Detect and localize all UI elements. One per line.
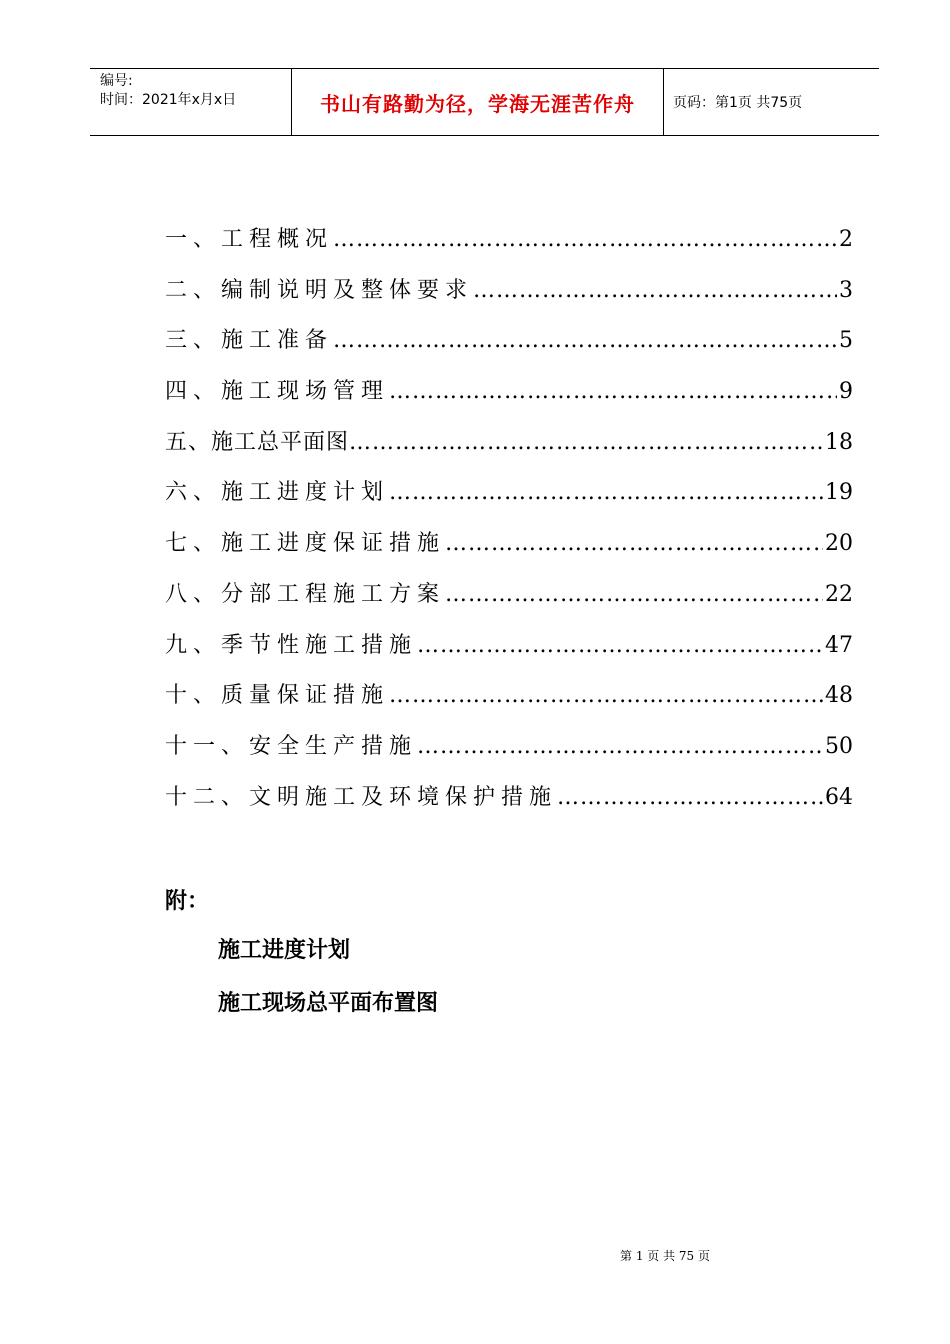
appendix-item: 施工现场总平面布置图 xyxy=(218,991,439,1016)
toc-entry[interactable] xyxy=(165,526,853,577)
toc-entry-title: 十、质量保证措施 xyxy=(165,683,390,709)
toc-entry-title: 二、编制说明及整体要求 xyxy=(165,277,474,303)
toc-entry-title: 五、施工总平面图 xyxy=(165,429,350,455)
toc-entry-title: 三、施工准备 xyxy=(165,328,334,354)
toc-entry-page: 64 xyxy=(825,784,853,810)
toc-entry-title: 四、施工现场管理 xyxy=(165,379,390,405)
toc-entry[interactable] xyxy=(165,323,853,374)
toc-entry-title: 十二、文明施工及环境保护措施 xyxy=(165,784,558,810)
toc-entry-page: 5 xyxy=(839,328,853,354)
toc-entry-page: 20 xyxy=(825,531,853,557)
toc-leader-dots xyxy=(445,582,823,607)
toc-entry-page: 9 xyxy=(839,379,853,405)
toc-entry-page: 47 xyxy=(825,632,853,658)
toc-entry-title: 六、施工进度计划 xyxy=(165,480,390,506)
header-meta xyxy=(90,69,291,135)
toc-entry[interactable] xyxy=(165,475,853,526)
page-footer: 第 1 页 共 75 页 xyxy=(620,1249,710,1263)
toc-entry-title: 八、分部工程施工方案 xyxy=(165,581,446,607)
toc-leader-dots xyxy=(417,633,823,658)
toc-entry-page: 19 xyxy=(825,480,853,506)
toc-entry-page: 2 xyxy=(839,227,853,252)
toc-entry[interactable] xyxy=(165,425,853,476)
toc-leader-dots xyxy=(389,480,823,505)
toc-leader-dots xyxy=(333,328,837,353)
toc-entry[interactable] xyxy=(165,222,853,273)
header-motto: 书山有路勤为径，学海无涯苦作舟 xyxy=(291,69,664,135)
toc-entry-title: 九、季节性施工措施 xyxy=(165,632,418,658)
toc-entry[interactable] xyxy=(165,729,853,780)
toc-leader-dots xyxy=(349,430,823,455)
time-label: 时间：2021年x月x日 xyxy=(100,92,237,108)
toc-leader-dots xyxy=(389,683,823,708)
toc-entry-page: 3 xyxy=(839,277,853,303)
toc-entry[interactable] xyxy=(165,628,853,679)
toc-entry-page: 48 xyxy=(825,683,853,709)
code-label: 编号: xyxy=(100,73,133,89)
table-of-contents xyxy=(165,222,853,830)
toc-entry[interactable] xyxy=(165,374,853,425)
toc-entry-title: 十一、安全生产措施 xyxy=(165,733,418,759)
toc-leader-dots xyxy=(473,278,837,303)
toc-leader-dots xyxy=(389,379,837,404)
header-page-info: 页码：第1页 共75页 xyxy=(673,95,803,111)
toc-entry[interactable] xyxy=(165,678,853,729)
appendix-item: 施工进度计划 xyxy=(218,938,351,963)
toc-entry-page: 18 xyxy=(825,429,853,455)
toc-entry-page: 22 xyxy=(825,581,853,607)
toc-leader-dots xyxy=(445,531,823,556)
toc-entry-title: 七、施工进度保证措施 xyxy=(165,531,446,557)
toc-leader-dots xyxy=(417,734,823,759)
appendix-label: 附： xyxy=(165,889,210,914)
toc-entry-page: 50 xyxy=(825,733,853,759)
toc-entry[interactable] xyxy=(165,780,853,831)
toc-leader-dots xyxy=(557,785,823,810)
toc-entry[interactable] xyxy=(165,577,853,628)
toc-leader-dots xyxy=(333,227,837,252)
toc-entry-title: 一、工程概况 xyxy=(165,227,334,252)
page-header xyxy=(90,68,879,136)
toc-entry[interactable] xyxy=(165,273,853,324)
